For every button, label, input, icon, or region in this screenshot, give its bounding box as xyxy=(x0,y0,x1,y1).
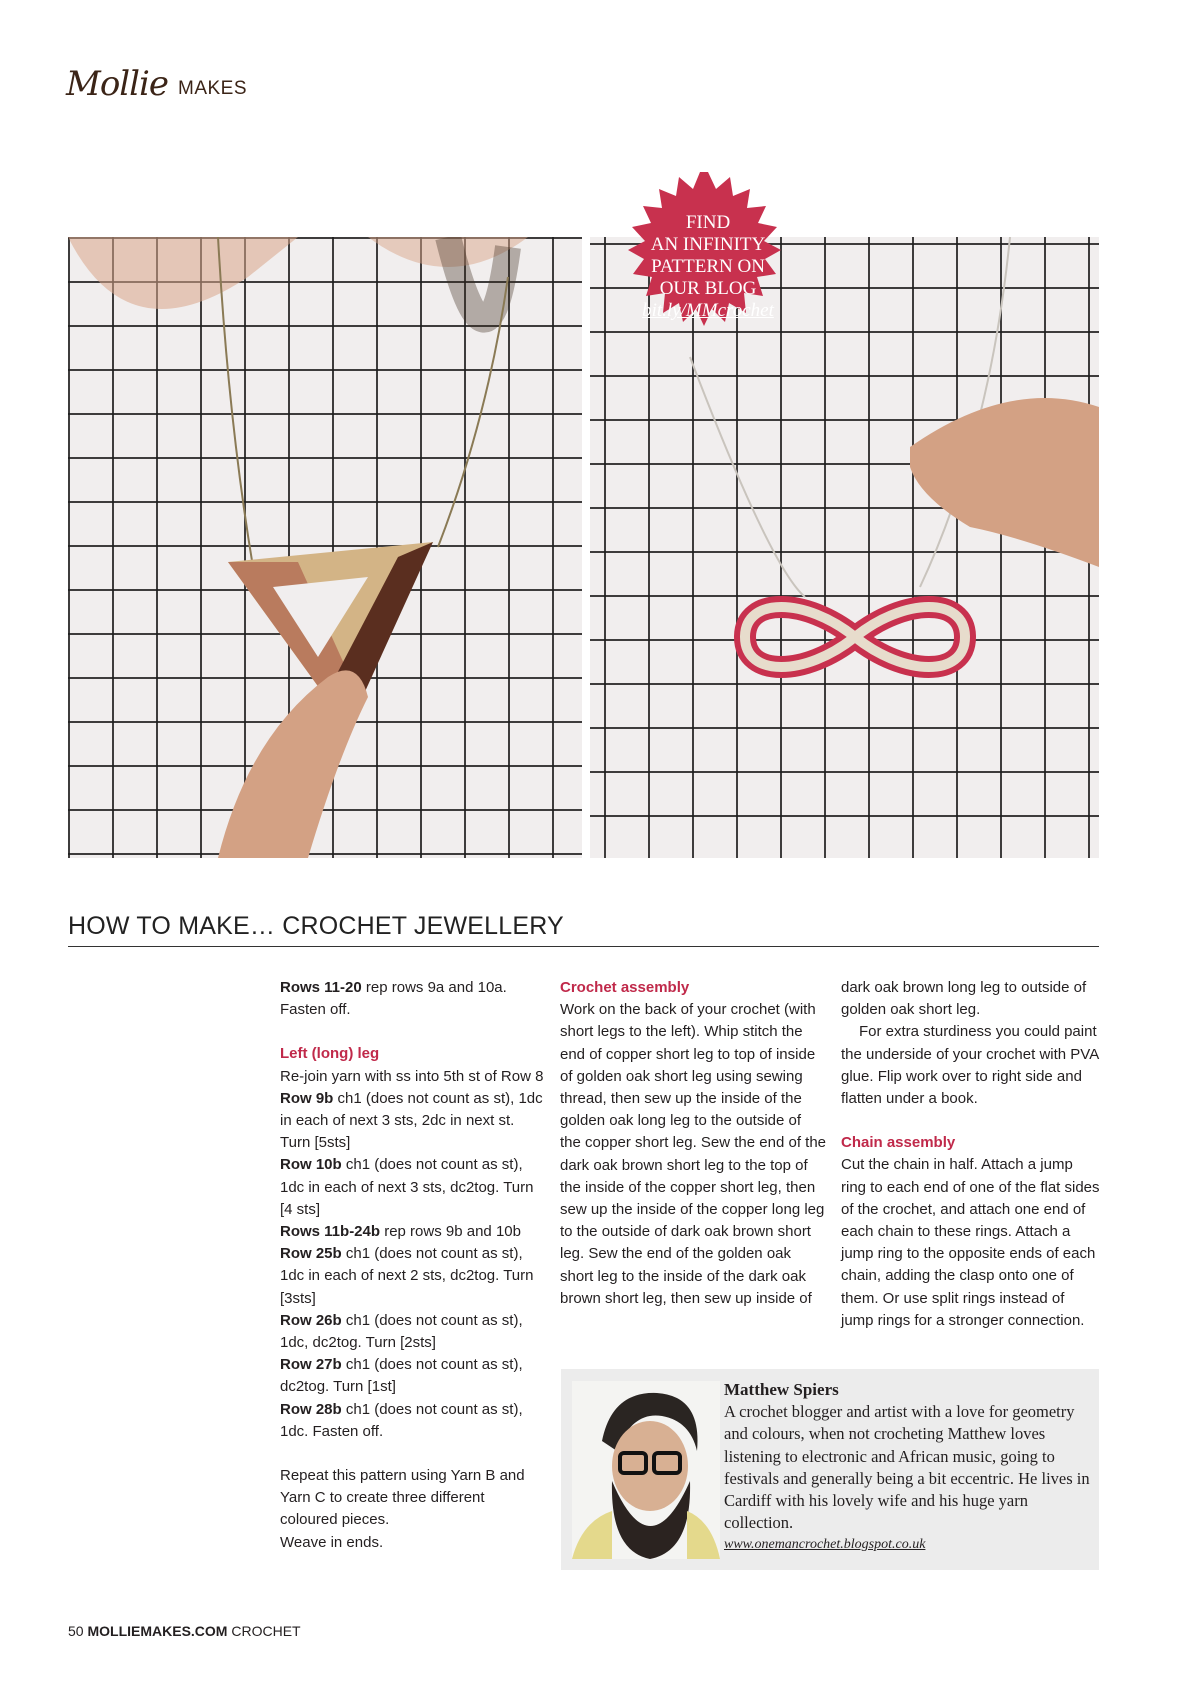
starburst-line-1: FIND xyxy=(685,212,731,233)
rows-11-20 xyxy=(280,977,545,1021)
column-2 xyxy=(560,977,826,1310)
row-text: ch1 (does not count as st), 1dc in each of next 3 sts, 2dc in next st. Turn [5sts] xyxy=(280,1089,543,1152)
left-leg-title: Left (long) leg xyxy=(280,1045,380,1063)
footer-site: MOLLIEMAKES.COM xyxy=(87,1623,228,1639)
masthead-logo-script: Mollie xyxy=(66,64,169,104)
row-27b xyxy=(280,1354,545,1398)
row-label: Row 26b xyxy=(280,1311,342,1329)
row-26b xyxy=(280,1310,545,1354)
designer-portrait xyxy=(572,1381,720,1559)
starburst-text xyxy=(630,212,786,322)
article-heading: HOW TO MAKE… CROCHET JEWELLERY xyxy=(68,912,564,940)
assembly-continued-text: dark oak brown long leg to outside of golden oak short leg. xyxy=(841,979,1087,1019)
rows-11b-24b xyxy=(280,1221,545,1243)
sturdiness-text: For extra sturdiness you could paint the underside of your crochet with PVA glue. Flip work over to right side and flatten under a book. xyxy=(841,1023,1099,1108)
column-1 xyxy=(280,977,545,1554)
row-10b xyxy=(280,1154,545,1221)
row-9b xyxy=(280,1088,545,1155)
row-label: Rows 11-20 xyxy=(280,979,362,996)
crochet-assembly-text: Work on the back of your crochet (with short legs to the left). Whip stitch the end of copper short leg to top of inside of golden oak short leg using sewing thread, then sew up the inside of the golden oak long leg to the outside of the copper short leg. Sew the end of the dark oak brown short leg to the top of the inside of the copper short leg, then sew up the inside of the copper long leg to the outside of dark oak brown short leg. Sew the end of the golden oak short leg to the inside of the dark oak brown short leg, then sew up inside of xyxy=(560,1001,827,1307)
repeat-text: Repeat this pattern using Yarn B and Yarn C to create three different coloured pieces. xyxy=(280,1467,525,1529)
row-28b xyxy=(280,1399,545,1443)
page-number: 50 xyxy=(68,1623,84,1639)
designer-description: A crochet blogger and artist with a love for geometry and colours, when not crocheting Matthew loves listening to electronic and African music, going to festivals and generally being a bit eccentric. He lives in Cardiff with his lovely wife and his huge yarn collection. xyxy=(724,1402,1090,1533)
starburst-line-3: PATTERN ON xyxy=(651,256,765,277)
starburst-line-2: AN INFINITY xyxy=(650,234,766,255)
weave-text: Weave in ends. xyxy=(280,1533,384,1551)
crochet-assembly-title: Crochet assembly xyxy=(560,979,690,996)
triangle-necklace-photo xyxy=(68,237,582,858)
designer-blog-link[interactable]: www.onemancrochet.blogspot.co.uk xyxy=(724,1537,926,1553)
starburst-line-4: OUR BLOG xyxy=(659,278,757,299)
row-25b xyxy=(280,1243,545,1310)
chain-assembly-title: Chain assembly xyxy=(841,1134,956,1152)
column-3 xyxy=(841,977,1101,1332)
footer-section: CROCHET xyxy=(231,1623,301,1639)
row-text: ch1 (does not count as st), dc2tog. Turn [1st] xyxy=(280,1356,523,1396)
row-label: Row 25b xyxy=(280,1245,342,1263)
rejoin-text: Re-join yarn with ss into 5th st of Row 8 xyxy=(280,1067,544,1085)
row-label: Row 10b xyxy=(280,1156,342,1174)
row-text: ch1 (does not count as st), 1dc in each of next 3 sts, dc2tog. Turn [4 sts] xyxy=(280,1156,534,1218)
row-label: Row 9b xyxy=(280,1089,334,1107)
chain-assembly-text: Cut the chain in half. Attach a jump ring to each end of one of the flat sides of the crochet, and attach one end of each chain to these rings. Attach a jump ring to the opposite ends of each chain, adding the clasp onto one of them. Or use split rings instead of jump rings for a stronger connection. xyxy=(841,1156,1100,1329)
page-footer xyxy=(68,1623,301,1639)
designer-name: Matthew Spiers xyxy=(724,1380,839,1399)
starburst-blog-link[interactable]: bit.ly/MMcrochet xyxy=(642,300,774,321)
row-text: rep rows 9b and 10b xyxy=(380,1223,521,1241)
row-text: ch1 (does not count as st), 1dc. Fasten off. xyxy=(280,1400,523,1440)
heading-rule xyxy=(68,946,1099,947)
row-label: Row 28b xyxy=(280,1400,342,1418)
designer-bio xyxy=(724,1379,1094,1557)
row-label: Rows 11b-24b xyxy=(280,1223,381,1241)
row-label: Row 27b xyxy=(280,1356,342,1374)
row-text: ch1 (does not count as st), 1dc in each of next 2 sts, dc2tog. Turn [3sts] xyxy=(280,1245,534,1307)
row-text: ch1 (does not count as st), 1dc, dc2tog. Turn [2sts] xyxy=(280,1311,523,1352)
row-text: rep rows 9a and 10a. Fasten off. xyxy=(280,979,507,1019)
masthead-logo-caps: MAKES xyxy=(178,78,248,99)
